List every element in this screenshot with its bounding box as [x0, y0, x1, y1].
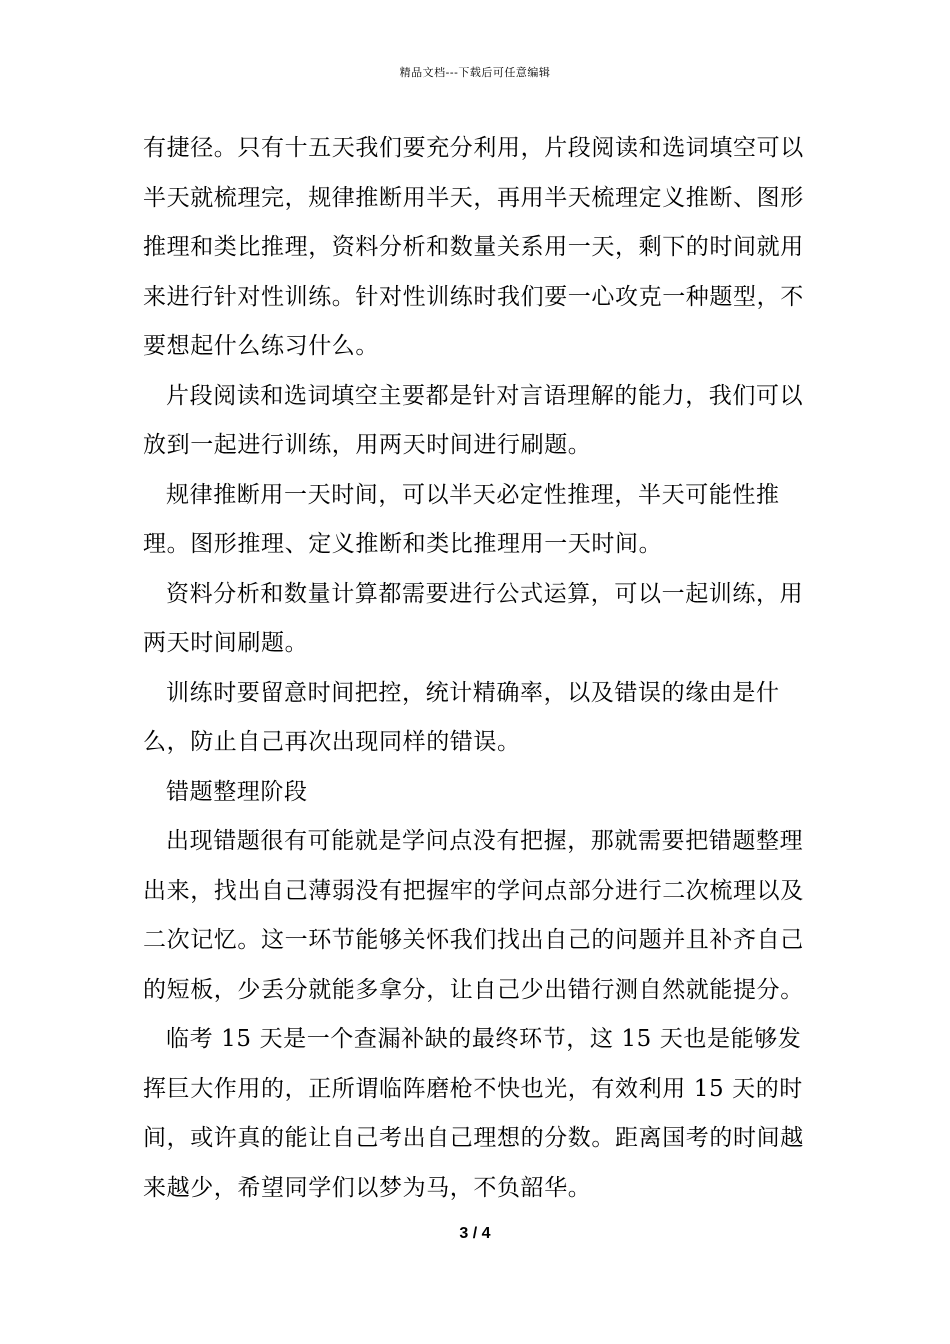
paragraph: 规律推断用一天时间，可以半天必定性推理，半天可能性推理。图形推理、定义推断和类比推理用一天时间。 — [143, 481, 780, 557]
page-number: 3 / 4 — [459, 1225, 491, 1242]
section-heading: 错题整理阶段 — [166, 778, 308, 805]
paragraph: 训练时要留意时间把控，统计精确率，以及错误的缘由是什么，防止自己再次出现同样的错误。 — [143, 679, 780, 755]
paragraph: 资料分析和数量计算都需要进行公式运算，可以一起训练，用两天时间刷题。 — [143, 580, 804, 656]
document-body — [143, 124, 823, 1213]
paragraph: 片段阅读和选词填空主要都是针对言语理解的能力，我们可以放到一起进行训练，用两天时间进行刷题。 — [143, 382, 804, 458]
paragraph: 有捷径。只有十五天我们要充分利用，片段阅读和选词填空可以半天就梳理完，规律推断用半天，再用半天梳理定义推断、图形推理和类比推理，资料分析和数量关系用一天，剩下的时间就用来进行针对性训练。针对性训练时我们要一心攻克一种题型，不要想起什么练习什么。 — [143, 135, 804, 359]
paragraph: 临考 15 天是一个查漏补缺的最终环节，这 15 天也是能够发挥巨大作用的，正所谓临阵磨枪不快也光，有效利用 15 天的时间，或许真的能让自己考出自己理想的分数。距离国考的时间越来越少，希望同学们以梦为马，不负韶华。 — [143, 1026, 804, 1201]
paragraph: 出现错题很有可能就是学问点没有把握，那就需要把错题整理出来，找出自己薄弱没有把握牢的学问点部分进行二次梳理以及二次记忆。这一环节能够关怀我们找出自己的问题并且补齐自己的短板，少丢分就能多拿分，让自己少出错行测自然就能提分。 — [143, 828, 804, 1003]
page-header: 精品文档---下载后可任意编辑 — [399, 66, 551, 79]
